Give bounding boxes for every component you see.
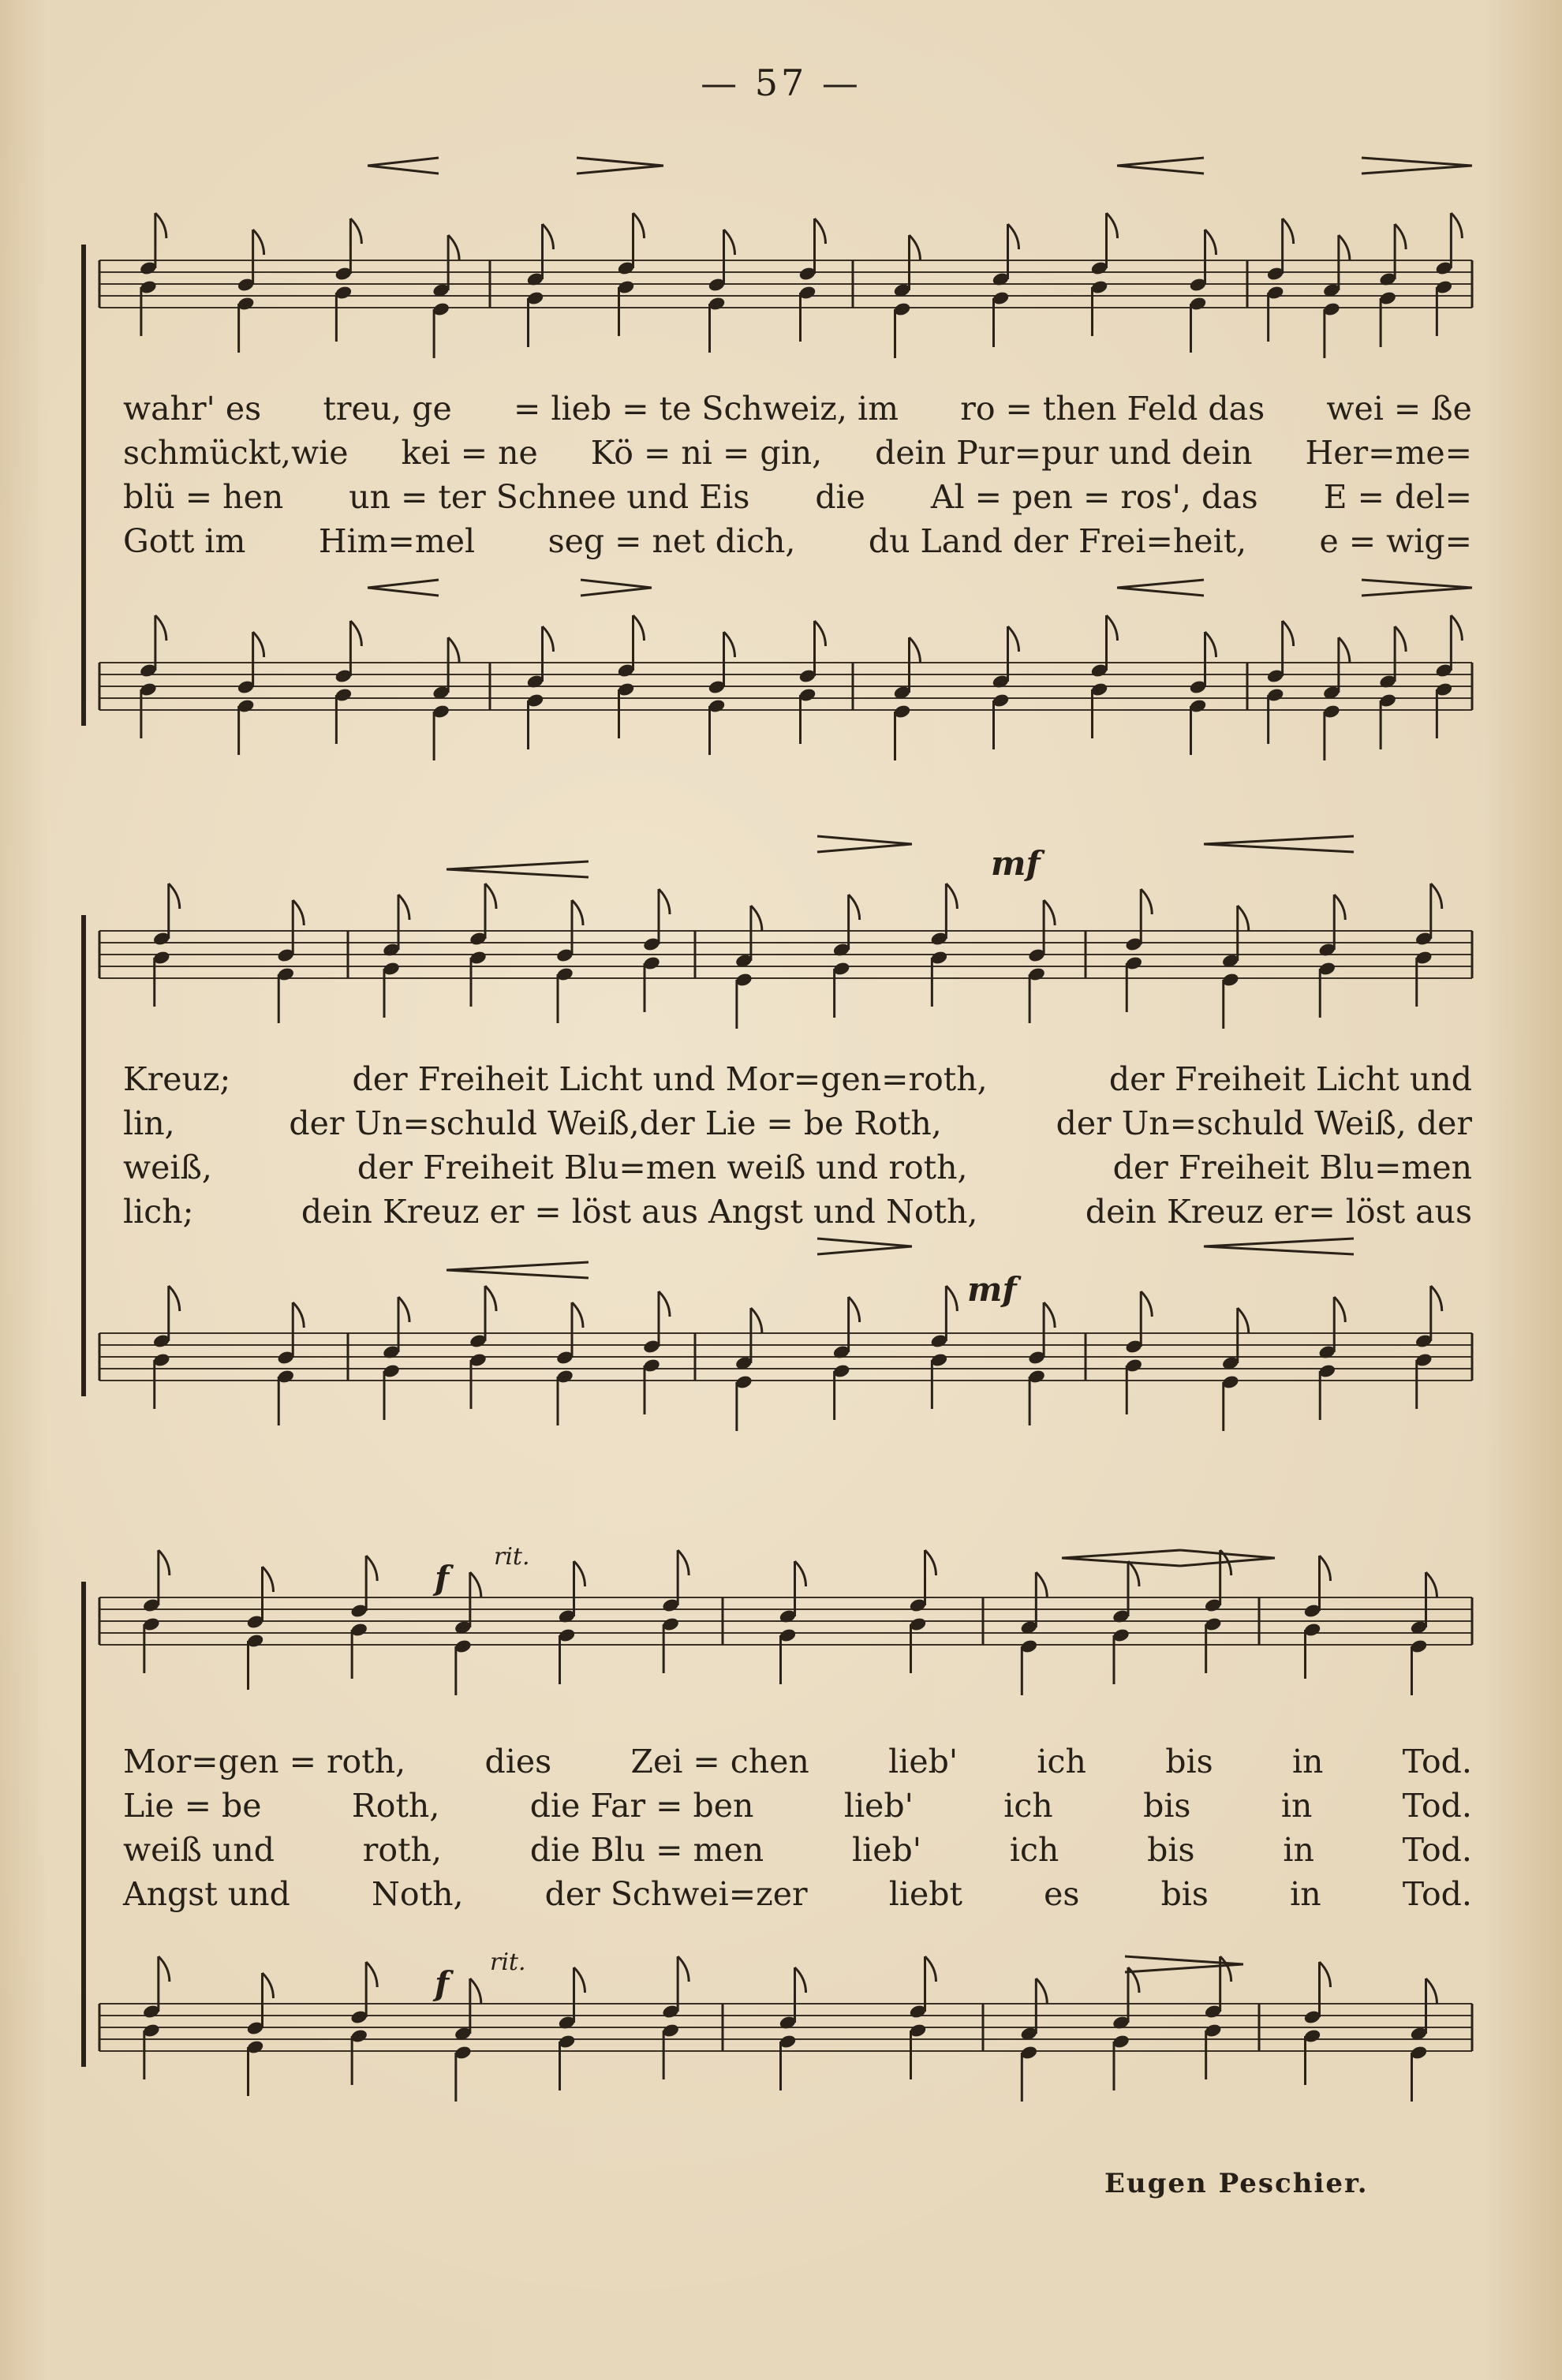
note-flag bbox=[1141, 889, 1152, 914]
note-flag bbox=[1283, 219, 1294, 244]
lyric-segment: e = wig= bbox=[1319, 522, 1472, 560]
lyric-verse-3 bbox=[123, 1145, 1472, 1190]
lyric-segment: dein Kreuz er = löst aus Angst und Noth, bbox=[301, 1193, 978, 1231]
lyric-verse-4 bbox=[123, 1872, 1472, 1916]
note-flag bbox=[398, 1297, 409, 1322]
lyric-segment: der Schwei=zer bbox=[544, 1875, 808, 1913]
lyrics-block-3 bbox=[123, 1739, 1472, 1916]
note-flag bbox=[350, 219, 361, 244]
note-flag bbox=[849, 1297, 860, 1322]
lyric-segment: un = ter Schnee und Eis bbox=[349, 478, 750, 516]
lyric-segment: treu, ge bbox=[323, 390, 452, 428]
lyric-verse-3 bbox=[123, 475, 1472, 519]
note-flag bbox=[795, 1561, 806, 1586]
note-flag bbox=[470, 1978, 481, 2004]
note-flag bbox=[543, 224, 554, 249]
lyric-segment: roth, bbox=[362, 1831, 442, 1869]
note-flag bbox=[1128, 1561, 1139, 1586]
note-flag bbox=[724, 632, 735, 657]
lyric-segment: wei = ße bbox=[1326, 390, 1472, 428]
lyric-segment: dein Pur=pur und dein bbox=[875, 434, 1253, 472]
note-flag bbox=[1205, 632, 1216, 657]
note-flag bbox=[633, 615, 645, 641]
lyric-segment: Him=mel bbox=[318, 522, 476, 560]
lyric-verse-1 bbox=[123, 1057, 1472, 1101]
lyric-segment: dein Kreuz er= löst aus bbox=[1085, 1193, 1472, 1231]
note-flag bbox=[572, 1302, 583, 1328]
composer-credit: Eugen Peschier. bbox=[1104, 2168, 1369, 2199]
lyric-segment: du Land der Frei=heit, bbox=[868, 522, 1247, 560]
lyric-verse-1 bbox=[123, 1739, 1472, 1784]
note-flag bbox=[815, 621, 826, 646]
lyric-segment: der Un=schuld Weiß,der Lie = be Roth, bbox=[289, 1104, 942, 1142]
lyric-verse-2 bbox=[123, 1101, 1472, 1145]
note-flag bbox=[159, 1956, 170, 1982]
note-flag bbox=[543, 626, 554, 652]
crescendo-hairpin bbox=[447, 1262, 589, 1278]
lyric-segment: Kreuz; bbox=[123, 1060, 231, 1098]
note-flag bbox=[1107, 615, 1118, 641]
note-flag bbox=[1431, 884, 1442, 909]
note-flag bbox=[1283, 621, 1294, 646]
note-flag bbox=[925, 1956, 936, 1982]
lyric-segment: bis bbox=[1160, 1875, 1209, 1913]
decrescendo-hairpin bbox=[1125, 1956, 1243, 1972]
note-flag bbox=[253, 230, 264, 255]
note-flag bbox=[1339, 637, 1350, 663]
lyric-segment: in bbox=[1283, 1831, 1314, 1869]
note-flag bbox=[1395, 224, 1406, 249]
lyric-segment: Gott im bbox=[123, 522, 246, 560]
lyric-segment: Al = pen = ros', das bbox=[930, 478, 1258, 516]
lyric-segment: in bbox=[1290, 1875, 1321, 1913]
note-flag bbox=[1205, 230, 1216, 255]
note-flag bbox=[678, 1956, 689, 1982]
note-flag bbox=[1451, 213, 1462, 238]
music-system-1 bbox=[76, 150, 1477, 781]
note-flag bbox=[795, 1967, 806, 1993]
decrescendo-hairpin bbox=[1362, 580, 1472, 596]
crescendo-hairpin bbox=[1062, 1550, 1180, 1566]
lyric-segment: Kö = ni = gin, bbox=[590, 434, 823, 472]
lyric-segment: blü = hen bbox=[123, 478, 284, 516]
note-flag bbox=[1451, 615, 1462, 641]
note-flag bbox=[659, 889, 670, 914]
ritardando-mark-bottom: rit. bbox=[490, 1948, 526, 1976]
lyric-segment: lieb' bbox=[843, 1787, 914, 1825]
note-flag bbox=[1320, 1556, 1331, 1581]
lyric-segment: bis bbox=[1143, 1787, 1191, 1825]
dynamic-mark-top: f bbox=[435, 1559, 450, 1597]
note-flag bbox=[925, 1550, 936, 1575]
note-flag bbox=[1320, 1962, 1331, 1987]
note-flag bbox=[366, 1556, 377, 1581]
decrescendo-hairpin bbox=[817, 836, 912, 852]
decrescendo-hairpin bbox=[577, 158, 663, 174]
note-flag bbox=[470, 1572, 481, 1597]
page-number: — 57 — bbox=[701, 62, 861, 104]
note-flag bbox=[1238, 1308, 1249, 1333]
note-flag bbox=[1334, 1297, 1345, 1322]
crescendo-hairpin bbox=[1117, 158, 1204, 174]
note-flag bbox=[1426, 1572, 1437, 1597]
note-flag bbox=[1107, 213, 1118, 238]
note-flag bbox=[1238, 906, 1249, 931]
note-flag bbox=[169, 1286, 180, 1311]
lyric-verse-2 bbox=[123, 1784, 1472, 1828]
music-system-2 bbox=[76, 828, 1477, 1459]
note-flag bbox=[1431, 1286, 1442, 1311]
lyric-segment: in bbox=[1291, 1743, 1324, 1780]
lyric-verse-2 bbox=[123, 431, 1472, 475]
note-flag bbox=[159, 1550, 170, 1575]
lyric-segment: Tod. bbox=[1402, 1743, 1472, 1780]
lyric-segment: ich bbox=[1037, 1743, 1086, 1780]
note-flag bbox=[849, 895, 860, 920]
crescendo-hairpin bbox=[1204, 1239, 1354, 1254]
note-flag bbox=[398, 895, 409, 920]
dynamic-mark-bottom: mf bbox=[967, 1270, 1017, 1309]
note-flag bbox=[724, 230, 735, 255]
note-flag bbox=[350, 621, 361, 646]
note-flag bbox=[293, 1302, 304, 1328]
decrescendo-hairpin bbox=[581, 580, 652, 596]
ritardando-mark-top: rit. bbox=[494, 1543, 530, 1571]
lyric-segment: Mor=gen = roth, bbox=[123, 1743, 406, 1780]
note-flag bbox=[169, 884, 180, 909]
lyric-segment: kei = ne bbox=[401, 434, 538, 472]
crescendo-hairpin bbox=[1117, 580, 1204, 596]
lyric-segment: wahr' es bbox=[123, 390, 262, 428]
note-flag bbox=[366, 1962, 377, 1987]
note-flag bbox=[1036, 1572, 1047, 1597]
note-flag bbox=[1008, 626, 1019, 652]
crescendo-hairpin bbox=[1204, 836, 1354, 852]
lyric-segment: die Far = ben bbox=[529, 1787, 754, 1825]
note-flag bbox=[263, 1567, 274, 1592]
note-flag bbox=[910, 235, 921, 260]
note-flag bbox=[1044, 1302, 1055, 1328]
crescendo-hairpin bbox=[368, 158, 439, 174]
lyric-segment: schmückt,wie bbox=[123, 434, 349, 472]
lyric-segment: seg = net dich, bbox=[547, 522, 796, 560]
lyric-segment: lin, bbox=[123, 1104, 175, 1142]
note-flag bbox=[678, 1550, 689, 1575]
note-flag bbox=[574, 1967, 585, 1993]
lyric-segment: ich bbox=[1003, 1787, 1053, 1825]
lyric-segment: = lieb = te Schweiz, im bbox=[514, 390, 899, 428]
lyrics-block-1 bbox=[123, 387, 1472, 563]
note-flag bbox=[1426, 1978, 1437, 2004]
lyric-segment: der Freiheit Blu=men bbox=[1112, 1149, 1472, 1186]
crescendo-hairpin bbox=[447, 861, 589, 877]
lyric-segment: lieb' bbox=[851, 1831, 921, 1869]
music-system-3 bbox=[76, 1515, 1477, 2146]
lyric-verse-1 bbox=[123, 387, 1472, 431]
lyric-segment: der Freiheit Licht und bbox=[1108, 1060, 1472, 1098]
note-flag bbox=[448, 235, 459, 260]
lyric-segment: E = del= bbox=[1323, 478, 1472, 516]
note-flag bbox=[659, 1291, 670, 1317]
lyric-segment: ich bbox=[1009, 1831, 1059, 1869]
note-flag bbox=[1044, 900, 1055, 925]
note-flag bbox=[155, 213, 166, 238]
note-flag bbox=[574, 1561, 585, 1586]
lyric-verse-4 bbox=[123, 519, 1472, 563]
lyric-segment: Zei = chen bbox=[630, 1743, 809, 1780]
decrescendo-hairpin bbox=[1362, 158, 1472, 174]
dynamic-mark-top: mf bbox=[991, 844, 1041, 883]
lyric-segment: der Un=schuld Weiß, der bbox=[1056, 1104, 1472, 1142]
lyric-segment: Roth, bbox=[351, 1787, 440, 1825]
lyric-segment: Angst und bbox=[123, 1875, 290, 1913]
note-flag bbox=[1334, 895, 1345, 920]
lyric-segment: Tod. bbox=[1402, 1787, 1472, 1825]
lyric-segment: Tod. bbox=[1402, 1831, 1472, 1869]
lyric-segment: die Blu = men bbox=[529, 1831, 764, 1869]
note-flag bbox=[485, 1286, 496, 1311]
note-flag bbox=[946, 884, 957, 909]
note-flag bbox=[1339, 235, 1350, 260]
lyric-segment: Lie = be bbox=[123, 1787, 262, 1825]
note-flag bbox=[946, 1286, 957, 1311]
lyric-segment: es bbox=[1044, 1875, 1080, 1913]
note-flag bbox=[293, 900, 304, 925]
note-flag bbox=[1036, 1978, 1047, 2004]
note-flag bbox=[751, 1308, 762, 1333]
lyric-segment: weiß, bbox=[123, 1149, 212, 1186]
lyric-segment: bis bbox=[1165, 1743, 1213, 1780]
lyric-segment: Tod. bbox=[1402, 1875, 1472, 1913]
note-flag bbox=[448, 637, 459, 663]
lyric-segment: lieb' bbox=[888, 1743, 958, 1780]
note-flag bbox=[910, 637, 921, 663]
lyric-segment: Her=me= bbox=[1305, 434, 1472, 472]
lyric-segment: weiß und bbox=[123, 1831, 275, 1869]
lyric-segment: ro = then Feld das bbox=[960, 390, 1265, 428]
note-flag bbox=[263, 1973, 274, 1998]
note-flag bbox=[633, 213, 645, 238]
lyric-segment: in bbox=[1280, 1787, 1313, 1825]
note-flag bbox=[155, 615, 166, 641]
lyric-segment: dies bbox=[484, 1743, 552, 1780]
crescendo-hairpin bbox=[368, 580, 439, 596]
note-flag bbox=[253, 632, 264, 657]
note-flag bbox=[485, 884, 496, 909]
lyric-segment: lich; bbox=[123, 1193, 194, 1231]
lyric-segment: bis bbox=[1147, 1831, 1195, 1869]
note-flag bbox=[572, 900, 583, 925]
note-flag bbox=[815, 219, 826, 244]
lyric-segment: der Freiheit Licht und Mor=gen=roth, bbox=[352, 1060, 988, 1098]
lyric-segment: der Freiheit Blu=men weiß und roth, bbox=[357, 1149, 968, 1186]
lyrics-block-2 bbox=[123, 1057, 1472, 1234]
lyric-segment: die bbox=[815, 478, 865, 516]
dynamic-mark-bottom: f bbox=[435, 1964, 450, 2003]
note-flag bbox=[1141, 1291, 1152, 1317]
lyric-segment: Noth, bbox=[372, 1875, 464, 1913]
note-flag bbox=[751, 906, 762, 931]
lyric-verse-3 bbox=[123, 1828, 1472, 1872]
lyric-segment: liebt bbox=[888, 1875, 962, 1913]
note-flag bbox=[1220, 1956, 1231, 1982]
lyric-verse-4 bbox=[123, 1190, 1472, 1234]
note-flag bbox=[1395, 626, 1406, 652]
decrescendo-hairpin bbox=[817, 1239, 912, 1254]
note-flag bbox=[1008, 224, 1019, 249]
